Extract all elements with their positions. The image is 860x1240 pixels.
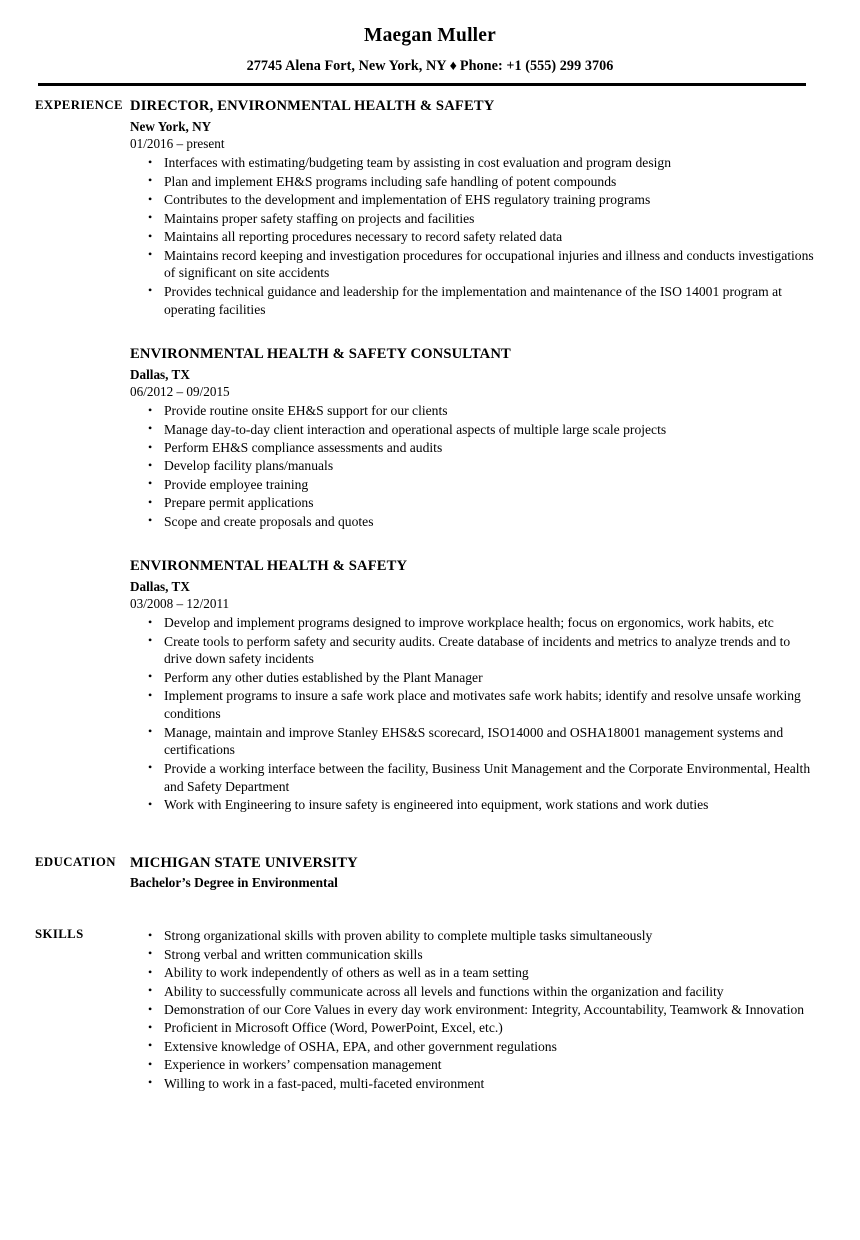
job-title: DIRECTOR, ENVIRONMENTAL HEALTH & SAFETY (130, 97, 495, 114)
list-item: • Provide routine onsite EH&S support for our clients (140, 402, 820, 420)
education-degree: Bachelor’s Degree in Environmental (130, 875, 338, 891)
list-item: • Demonstration of our Core Values in every day work environment: Integrity, Accountability, Teamwork & Innovation (140, 1001, 820, 1019)
experience-entry (130, 97, 820, 319)
section-label-experience: EXPERIENCE (35, 97, 123, 112)
job-location: New York, NY (130, 119, 212, 135)
job-location: Dallas, TX (130, 366, 190, 382)
skills-list (130, 927, 820, 1092)
job-responsibilities-list (130, 614, 820, 814)
list-item: • Maintains record keeping and investigation procedures for occupational injuries and illness and conducts investigations of significant on site accidents (140, 247, 820, 283)
job-dates: 03/2008 – 12/2011 (130, 595, 230, 611)
job-title: ENVIRONMENTAL HEALTH & SAFETY CONSULTANT (130, 345, 511, 362)
section-experience (0, 97, 860, 814)
contact-phone: Phone: +1 (555) 299 3706 (459, 58, 614, 75)
section-skills (0, 925, 860, 1092)
job-responsibilities-list (130, 402, 820, 530)
diamond-separator-icon: ♦ (449, 58, 457, 75)
section-label-skills: SKILLS (35, 927, 84, 942)
list-item: • Work with Engineering to insure safety is engineered into equipment, work stations and work duties (140, 796, 820, 814)
list-item: • Manage, maintain and improve Stanley EHS&S scorecard, ISO14000 and OSHA18001 management systems and certifications (140, 724, 820, 760)
list-item: • Develop facility plans/manuals (140, 457, 820, 475)
list-item: • Create tools to perform safety and security audits. Create database of incidents and metrics to analyze trends and to drive down safety incidents (140, 633, 820, 669)
candidate-name: Maegan Muller (363, 25, 497, 46)
experience-entry (130, 557, 820, 815)
list-item: • Ability to successfully communicate across all levels and functions within the organization and facility (140, 983, 820, 1001)
experience-entry (130, 345, 820, 531)
list-item: • Willing to work in a fast-paced, multi-faceted environment (140, 1075, 820, 1093)
list-item: • Develop and implement programs designed to improve workplace health; focus on ergonomics, work habits, etc (140, 614, 820, 632)
contact-line (0, 58, 860, 75)
job-title: ENVIRONMENTAL HEALTH & SAFETY (130, 557, 408, 574)
contact-address: 27745 Alena Fort, New York, NY (246, 58, 447, 75)
list-item: • Prepare permit applications (140, 494, 820, 512)
list-item: • Interfaces with estimating/budgeting team by assisting in cost evaluation and program design (140, 154, 820, 172)
experience-body (130, 97, 860, 814)
list-item: • Ability to work independently of others as well as in a team setting (140, 964, 820, 982)
list-item: • Experience in workers’ compensation management (140, 1056, 820, 1074)
list-item: • Proficient in Microsoft Office (Word, PowerPoint, Excel, etc.) (140, 1019, 820, 1037)
resume-content (0, 86, 860, 1093)
education-school: MICHIGAN STATE UNIVERSITY (130, 855, 358, 872)
resume-header (0, 0, 860, 86)
list-item: • Plan and implement EH&S programs including safe handling of potent compounds (140, 173, 820, 191)
list-item: • Maintains proper safety staffing on projects and facilities (140, 210, 820, 228)
job-dates: 06/2012 – 09/2015 (130, 383, 230, 399)
list-item: • Provide a working interface between the facility, Business Unit Management and the Corporate Environmental, Health and Safety Department (140, 760, 820, 796)
list-item: • Extensive knowledge of OSHA, EPA, and other government regulations (140, 1038, 820, 1056)
list-item: • Scope and create proposals and quotes (140, 513, 820, 531)
section-label-education: EDUCATION (35, 855, 116, 870)
list-item: • Strong organizational skills with proven ability to complete multiple tasks simultaneously (140, 927, 820, 945)
section-education (0, 854, 860, 891)
job-responsibilities-list (130, 154, 820, 318)
list-item: • Perform any other duties established by the Plant Manager (140, 669, 820, 687)
list-item: • Provide employee training (140, 476, 820, 494)
list-item: • Perform EH&S compliance assessments and audits (140, 439, 820, 457)
job-location: Dallas, TX (130, 578, 190, 594)
list-item: • Contributes to the development and implementation of EHS regulatory training programs (140, 191, 820, 209)
job-dates: 01/2016 – present (130, 135, 225, 151)
list-item: • Implement programs to insure a safe work place and motivates safe work habits; identify and resolve unsafe working conditions (140, 687, 820, 723)
list-item: • Provides technical guidance and leadership for the implementation and maintenance of the ISO 14001 program at operating facilities (140, 283, 820, 319)
skills-body (130, 925, 860, 1092)
education-body (130, 854, 860, 891)
list-item: • Manage day-to-day client interaction and operational aspects of multiple large scale projects (140, 421, 820, 439)
list-item: • Strong verbal and written communication skills (140, 946, 820, 964)
list-item: • Maintains all reporting procedures necessary to record safety related data (140, 228, 820, 246)
